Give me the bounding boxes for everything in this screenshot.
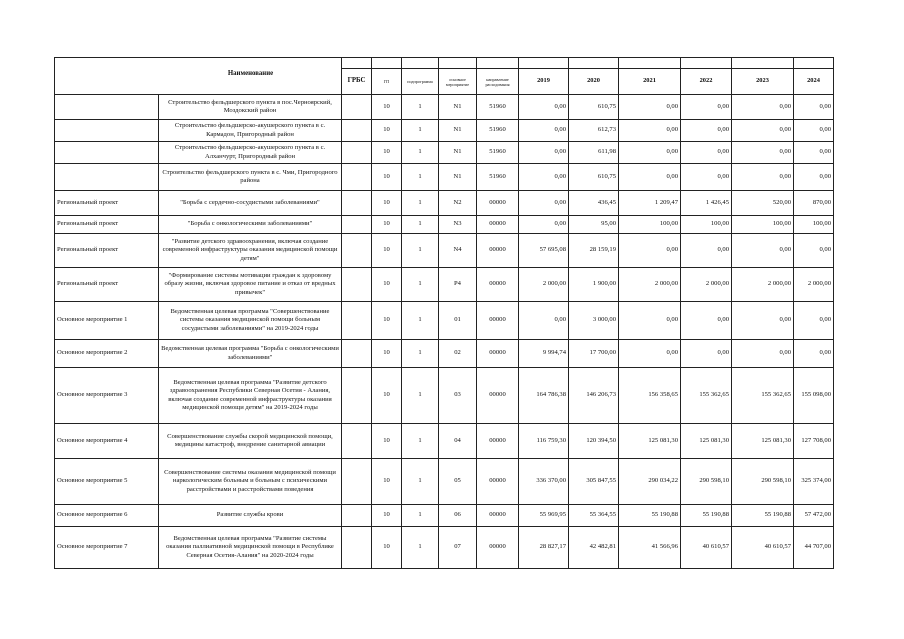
row-value-cell: 0,00 [732,164,794,191]
row-gp-cell: 10 [372,120,402,142]
row-value-cell: 156 358,65 [619,368,681,424]
row-direction-cell: 00000 [477,424,519,459]
row-direction-cell: 00000 [477,234,519,268]
row-value-cell: 55 190,88 [619,505,681,527]
row-value-cell: 41 566,96 [619,527,681,569]
row-value-cell: 0,00 [794,142,834,164]
row-value-cell: 100,00 [619,216,681,234]
row-value-cell: 0,00 [794,164,834,191]
row-type-cell: Региональный проект [55,191,159,216]
row-name-cell: Развитие службы крови [159,505,342,527]
row-value-cell: 40 610,57 [732,527,794,569]
row-value-cell: 610,75 [569,95,619,120]
row-value-cell: 100,00 [681,216,732,234]
row-value-cell: 164 786,38 [519,368,569,424]
row-value-cell: 0,00 [681,234,732,268]
table-row [55,234,834,268]
table-row [55,164,834,191]
row-gp-cell: 10 [372,527,402,569]
row-gp-cell: 10 [372,216,402,234]
row-subprogram-cell: 1 [402,95,439,120]
row-name-cell: Строительство фельдшерского пункта в с. Чми, Пригородного района [159,164,342,191]
row-name-cell: Совершенствование службы скорой медицинской помощи, медицины катастроф, внедрение санитарной авиации [159,424,342,459]
row-value-cell: 2 000,00 [519,268,569,302]
row-value-cell: 0,00 [681,302,732,340]
row-value-cell: 17 700,00 [569,340,619,368]
row-value-cell: 0,00 [794,234,834,268]
row-value-cell: 155 362,65 [732,368,794,424]
row-gp-cell: 10 [372,142,402,164]
row-gp-cell: 10 [372,191,402,216]
row-value-cell: 57 472,00 [794,505,834,527]
row-subprogram-cell: 1 [402,234,439,268]
row-subprogram-cell: 1 [402,164,439,191]
row-value-cell: 436,45 [569,191,619,216]
row-value-cell: 0,00 [681,340,732,368]
row-value-cell: 9 994,74 [519,340,569,368]
row-type-cell [55,142,159,164]
row-value-cell: 520,00 [732,191,794,216]
row-value-cell: 612,73 [569,120,619,142]
col-header-subprogram: подпрограмма [402,69,439,95]
row-type-cell: Региональный проект [55,216,159,234]
row-event-cell: N3 [439,216,477,234]
row-grbs-cell [342,95,372,120]
row-value-cell: 0,00 [732,142,794,164]
row-value-cell: 120 394,50 [569,424,619,459]
row-subprogram-cell: 1 [402,505,439,527]
header-name-label: Наименование [227,70,274,77]
row-event-cell: 02 [439,340,477,368]
row-name-cell: Ведомственная целевая программа "Борьба с онкологическими заболеваниями" [159,340,342,368]
row-value-cell: 0,00 [619,340,681,368]
row-value-cell: 305 847,55 [569,459,619,505]
row-gp-cell: 10 [372,95,402,120]
table-row [55,424,834,459]
row-event-cell: 07 [439,527,477,569]
row-grbs-cell [342,302,372,340]
row-value-cell: 155 362,65 [681,368,732,424]
row-grbs-cell [342,424,372,459]
table-row [55,120,834,142]
row-name-cell: Совершенствование системы оказания медицинской помощи наркологическим больным и больным с психическими расстройствами и расстройствами поведения [159,459,342,505]
row-type-cell: Региональный проект [55,234,159,268]
row-name-cell: "Развитие детского здравоохранения, включая создание современной инфраструктуры оказания медицинской помощи детям" [159,234,342,268]
row-value-cell: 290 598,10 [681,459,732,505]
table-row [55,527,834,569]
row-value-cell: 0,00 [519,142,569,164]
row-value-cell: 610,75 [569,164,619,191]
row-grbs-cell [342,142,372,164]
row-type-cell: Региональный проект [55,268,159,302]
row-value-cell: 2 000,00 [619,268,681,302]
row-name-cell: Строительство фельдшерско-акушерского пункта в с. Кармадон, Пригородный район [159,120,342,142]
row-name-cell: "Борьба с онкологическими заболеваниями" [159,216,342,234]
row-subprogram-cell: 1 [402,216,439,234]
col-header-year: 2022 [681,69,732,95]
row-name-cell: Ведомственная целевая программа "Совершенствование системы оказания медицинской помощи больным сосудистыми заболеваниями" на 2019-2024 годы [159,302,342,340]
row-name-cell: Строительство фельдшерского пункта в пос.Черноярский, Моздокский район [159,95,342,120]
row-direction-cell: 00000 [477,505,519,527]
row-direction-cell: 51960 [477,142,519,164]
row-value-cell: 125 081,30 [619,424,681,459]
row-value-cell: 100,00 [732,216,794,234]
row-type-cell: Основное мероприятие 6 [55,505,159,527]
col-header-main-event: основное мероприятие [439,69,477,95]
row-event-cell: N1 [439,164,477,191]
row-name-cell: Ведомственная целевая программа "Развитие системы оказания паллиативной медицинской помощи в Республике Северная Осетия-Алания" на 2020-2024 годы [159,527,342,569]
row-value-cell: 100,00 [794,216,834,234]
row-value-cell: 0,00 [681,120,732,142]
row-direction-cell: 00000 [477,527,519,569]
row-event-cell: 03 [439,368,477,424]
row-value-cell: 0,00 [681,95,732,120]
row-type-cell: Основное мероприятие 4 [55,424,159,459]
row-value-cell: 42 482,81 [569,527,619,569]
row-value-cell: 0,00 [794,340,834,368]
row-value-cell: 611,98 [569,142,619,164]
row-grbs-cell [342,191,372,216]
row-value-cell: 0,00 [732,234,794,268]
table-row [55,505,834,527]
row-subprogram-cell: 1 [402,340,439,368]
row-name-cell: Ведомственная целевая программа "Развитие детского здравоохранения Республики Северная Осетия - Алания, включая создание современной инфраструктуры оказания медицинской помощи детям" на 2019-2024 годы [159,368,342,424]
row-value-cell: 0,00 [619,142,681,164]
row-event-cell: N4 [439,234,477,268]
row-subprogram-cell: 1 [402,459,439,505]
table-row [55,95,834,120]
row-direction-cell: 51960 [477,95,519,120]
row-value-cell: 0,00 [681,142,732,164]
row-value-cell: 55 190,88 [732,505,794,527]
row-value-cell: 28 159,19 [569,234,619,268]
row-grbs-cell [342,268,372,302]
row-value-cell: 44 707,00 [794,527,834,569]
row-direction-cell: 00000 [477,191,519,216]
row-grbs-cell [342,527,372,569]
row-value-cell: 2 000,00 [794,268,834,302]
row-value-cell: 325 374,00 [794,459,834,505]
row-value-cell: 155 098,00 [794,368,834,424]
row-value-cell: 125 081,30 [681,424,732,459]
row-grbs-cell [342,216,372,234]
row-event-cell: N1 [439,142,477,164]
row-value-cell: 0,00 [794,120,834,142]
row-name-cell: Строительство фельдшерско-акушерского пункта в с. Алханчурт, Пригородный район [159,142,342,164]
row-value-cell: 2 000,00 [732,268,794,302]
table-row [55,268,834,302]
row-value-cell: 3 000,00 [569,302,619,340]
row-value-cell: 116 759,30 [519,424,569,459]
col-header-year: 2024 [794,69,834,95]
row-value-cell: 0,00 [619,234,681,268]
row-event-cell: 06 [439,505,477,527]
row-value-cell: 0,00 [519,120,569,142]
row-value-cell: 0,00 [681,164,732,191]
row-value-cell: 125 081,30 [732,424,794,459]
row-value-cell: 336 370,00 [519,459,569,505]
row-grbs-cell [342,368,372,424]
row-grbs-cell [342,505,372,527]
table-row [55,191,834,216]
row-direction-cell: 00000 [477,216,519,234]
row-subprogram-cell: 1 [402,368,439,424]
budget-table [54,57,834,569]
row-subprogram-cell: 1 [402,120,439,142]
row-value-cell: 0,00 [619,164,681,191]
row-subprogram-cell: 1 [402,424,439,459]
row-event-cell: 05 [439,459,477,505]
row-subprogram-cell: 1 [402,268,439,302]
col-header-grbs: ГРБС [342,69,372,95]
row-subprogram-cell: 1 [402,527,439,569]
row-gp-cell: 10 [372,459,402,505]
row-value-cell: 0,00 [794,95,834,120]
row-grbs-cell [342,120,372,142]
row-grbs-cell [342,234,372,268]
row-type-cell [55,164,159,191]
row-value-cell: 0,00 [519,302,569,340]
row-direction-cell: 51960 [477,120,519,142]
row-event-cell: 01 [439,302,477,340]
row-event-cell: N1 [439,95,477,120]
row-value-cell: 0,00 [794,302,834,340]
row-value-cell: 57 695,08 [519,234,569,268]
table-row [55,368,834,424]
col-header-gp: ГП [372,69,402,95]
row-value-cell: 0,00 [619,302,681,340]
row-value-cell: 40 610,57 [681,527,732,569]
row-value-cell: 0,00 [619,120,681,142]
row-value-cell: 55 364,55 [569,505,619,527]
row-gp-cell: 10 [372,424,402,459]
row-name-cell: "Формирование системы мотивации граждан к здоровому образу жизни, включая здоровое питание и отказ от вредных привычек" [159,268,342,302]
col-header-year: 2021 [619,69,681,95]
row-event-cell: 04 [439,424,477,459]
table-row [55,340,834,368]
row-gp-cell: 10 [372,164,402,191]
header-top-strip [55,58,834,69]
row-subprogram-cell: 1 [402,142,439,164]
table-row [55,142,834,164]
table-row [55,216,834,234]
col-header-direction: направление расходования [477,69,519,95]
row-value-cell: 95,00 [569,216,619,234]
row-type-cell [55,120,159,142]
row-direction-cell: 51960 [477,164,519,191]
col-header-year: 2020 [569,69,619,95]
row-gp-cell: 10 [372,505,402,527]
row-value-cell: 0,00 [619,95,681,120]
row-direction-cell: 00000 [477,340,519,368]
row-gp-cell: 10 [372,302,402,340]
row-value-cell: 2 000,00 [681,268,732,302]
row-type-cell: Основное мероприятие 2 [55,340,159,368]
row-subprogram-cell: 1 [402,191,439,216]
row-value-cell: 55 190,88 [681,505,732,527]
row-grbs-cell [342,459,372,505]
row-direction-cell: 00000 [477,268,519,302]
row-value-cell: 0,00 [732,95,794,120]
row-direction-cell: 00000 [477,302,519,340]
row-event-cell: N1 [439,120,477,142]
row-grbs-cell [342,340,372,368]
row-value-cell: 127 708,00 [794,424,834,459]
row-event-cell: N2 [439,191,477,216]
row-value-cell: 28 827,17 [519,527,569,569]
row-subprogram-cell: 1 [402,302,439,340]
row-value-cell: 0,00 [519,216,569,234]
row-value-cell: 0,00 [732,120,794,142]
row-name-cell: "Борьба с сердечно-сосудистыми заболеваниями" [159,191,342,216]
col-header-year: 2019 [519,69,569,95]
row-value-cell: 1 900,00 [569,268,619,302]
row-gp-cell: 10 [372,234,402,268]
row-value-cell: 1 209,47 [619,191,681,216]
row-value-cell: 290 034,22 [619,459,681,505]
row-value-cell: 290 598,10 [732,459,794,505]
row-gp-cell: 10 [372,340,402,368]
row-direction-cell: 00000 [477,368,519,424]
row-gp-cell: 10 [372,268,402,302]
row-gp-cell: 10 [372,368,402,424]
row-value-cell: 146 206,73 [569,368,619,424]
row-event-cell: P4 [439,268,477,302]
row-value-cell: 0,00 [732,340,794,368]
table-row [55,302,834,340]
row-direction-cell: 00000 [477,459,519,505]
row-type-cell: Основное мероприятие 3 [55,368,159,424]
row-type-cell: Основное мероприятие 7 [55,527,159,569]
row-value-cell: 0,00 [732,302,794,340]
row-value-cell: 1 426,45 [681,191,732,216]
row-value-cell: 0,00 [519,95,569,120]
col-header-year: 2023 [732,69,794,95]
row-value-cell: 870,00 [794,191,834,216]
row-value-cell: 0,00 [519,164,569,191]
row-type-cell [55,95,159,120]
row-value-cell: 0,00 [519,191,569,216]
table-row [55,459,834,505]
row-grbs-cell [342,164,372,191]
row-type-cell: Основное мероприятие 1 [55,302,159,340]
row-type-cell: Основное мероприятие 5 [55,459,159,505]
row-value-cell: 55 969,95 [519,505,569,527]
